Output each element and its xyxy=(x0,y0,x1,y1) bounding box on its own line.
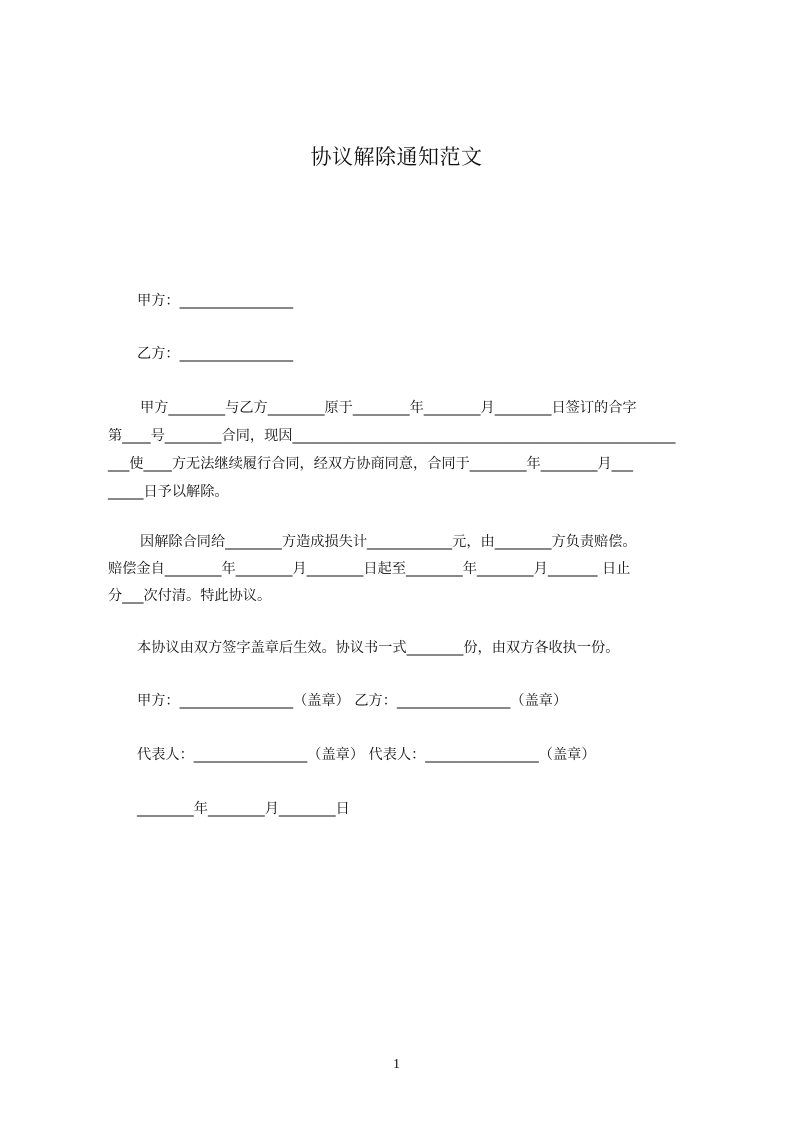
paragraph-1-line-1: 甲方________与乙方________原于________年________月________日签订的合字 xyxy=(140,400,637,416)
paragraph-2-line-1: 因解除合同给________方造成损失计____________元，由________方负责赔偿。 xyxy=(140,534,637,550)
page-number: 1 xyxy=(393,1057,400,1072)
party-b-line: 乙方：________________ xyxy=(137,346,294,362)
paragraph-1-line-2: 第____号________合同，现因______________________________________________________ xyxy=(108,428,676,444)
paragraph-1-line-3: ___使____方无法继续履行合同，经双方协商同意，合同于________年________月___ xyxy=(108,456,633,472)
document-title: 协议解除通知范文 xyxy=(310,145,483,169)
paragraph-2-line-3: 分___次付清。特此协议。 xyxy=(108,588,272,604)
date-line: ________年________月________日 xyxy=(137,801,350,817)
paragraph-2-line-2: 赔偿金自________年________月________日起至________年________月_______ 日止 xyxy=(108,561,631,577)
signature-parties-line: 甲方：________________（盖章） 乙方：________________（盖章） xyxy=(137,693,568,709)
paragraph-3: 本协议由双方签字盖章后生效。协议书一式________份，由双方各收执一份。 xyxy=(137,640,620,656)
paragraph-1-line-4: _____日予以解除。 xyxy=(108,484,229,500)
signature-representatives-line: 代表人：________________（盖章） 代表人：________________（盖章） xyxy=(137,747,596,763)
party-a-line: 甲方：________________ xyxy=(137,293,294,309)
